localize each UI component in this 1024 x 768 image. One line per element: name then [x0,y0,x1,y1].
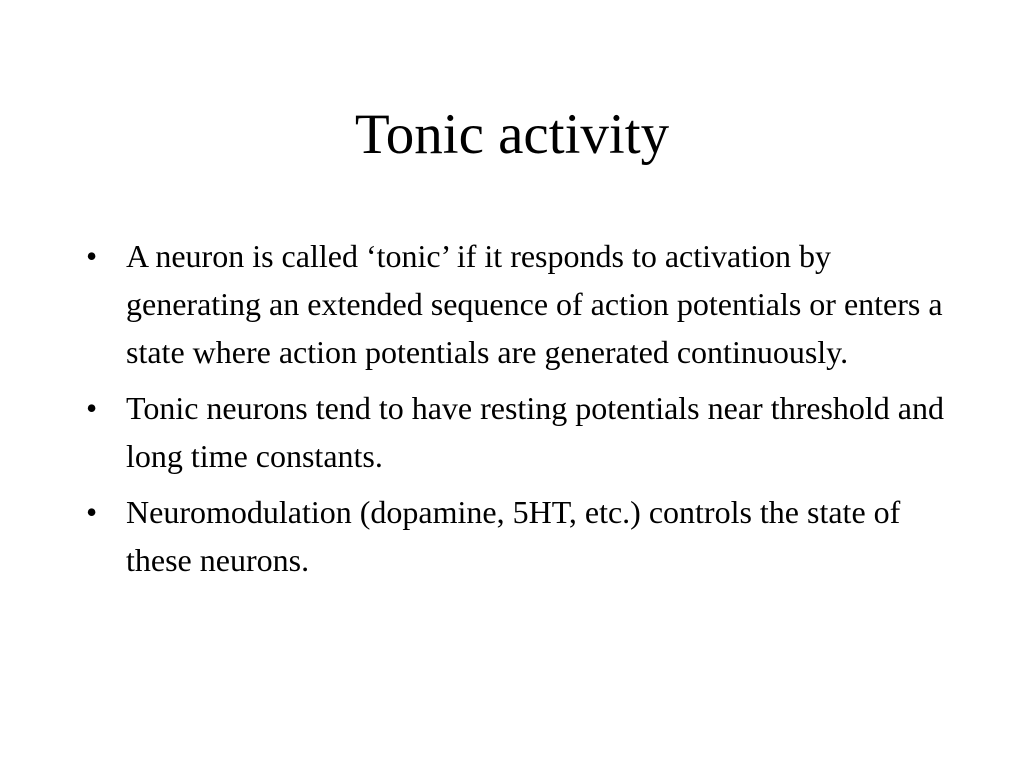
bullet-item [84,384,954,480]
bullet-text: Tonic neurons tend to have resting potentials near threshold and long time constants. [126,390,944,474]
bullet-marker-icon: • [86,390,98,426]
bullet-item [84,232,954,376]
bullet-text: A neuron is called ‘tonic’ if it responds to activation by generating an extended sequence of action potentials or enters a state where action potentials are generated continuously. [126,238,943,370]
bullet-marker-icon: • [86,494,98,530]
bullet-list [84,232,954,592]
slide-title: Tonic activity [354,103,670,166]
bullet-marker-icon: • [86,238,98,274]
bullet-text: Neuromodulation (dopamine, 5HT, etc.) controls the state of these neurons. [126,494,901,578]
bullet-item [84,488,954,584]
